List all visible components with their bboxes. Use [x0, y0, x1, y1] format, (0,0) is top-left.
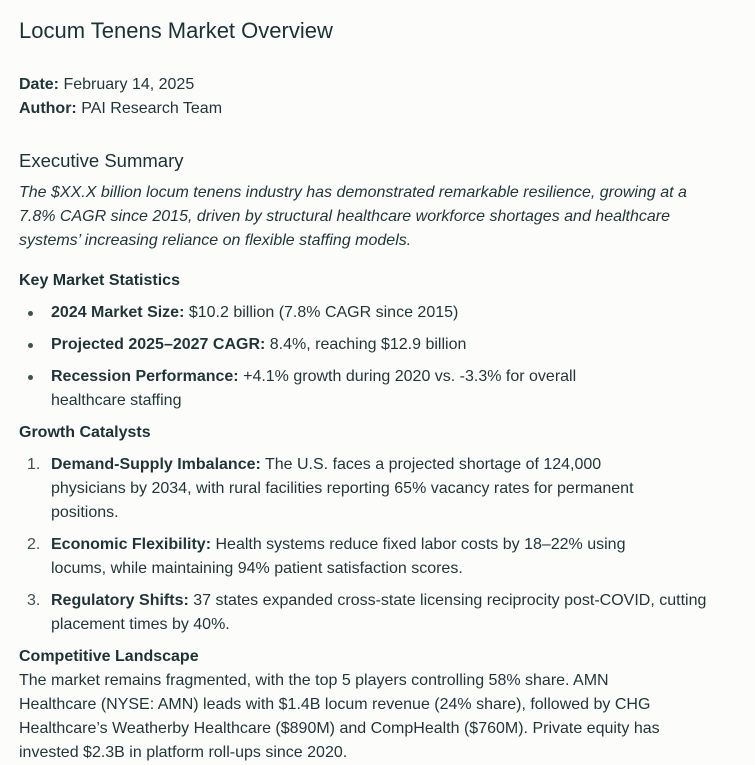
list-item	[19, 453, 641, 525]
stat-text: +4.1% growth during 2020 vs. -3.3% for overall healthcare staffing	[51, 368, 577, 409]
key-stats-list	[19, 301, 736, 413]
stat-label: 2024 Market Size:	[51, 304, 185, 321]
catalyst-label: Regulatory Shifts:	[51, 592, 189, 609]
catalyst-label: Demand-Supply Imbalance:	[51, 456, 261, 473]
catalyst-text: Health systems reduce fixed labor costs by 18–22% using locums, while maintaining 94% patient satisfaction scores.	[51, 536, 626, 577]
growth-catalysts-list	[19, 453, 736, 637]
date-value: February 14, 2025	[63, 76, 195, 93]
date-label: Date:	[19, 76, 60, 93]
executive-summary-text: The $XX.X billion locum tenens industry has demonstrated remarkable resilience, growing at a 7.8% CAGR since 2015, driven by structural healthcare workforce shortages and healthcare systems’ increasing reliance on flexible staffing models.	[19, 184, 687, 249]
catalyst-text: The U.S. faces a projected shortage of 124,000 physicians by 2034, with rural facilities reporting 65% vacancy rates for permanent positions.	[51, 456, 634, 521]
page-title: Locum Tenens Market Overview	[19, 18, 333, 43]
author-line	[19, 97, 736, 121]
document-meta	[19, 73, 736, 121]
date-line	[19, 73, 736, 97]
executive-summary-heading: Executive Summary	[19, 150, 184, 171]
stat-text: 8.4%, reaching $12.9 billion	[269, 336, 467, 353]
competitive-landscape-text: The market remains fragmented, with the top 5 players controlling 58% share. AMN Healthcare (NYSE: AMN) leads with $1.4B locum revenue (24% share), followed by CHG Healthcare’s Weatherby Healthcare ($890M) and CompHealth ($760M). Private equity has invested $2.3B in platform roll-ups since 2020.	[19, 672, 660, 761]
catalyst-label: Economic Flexibility:	[51, 536, 212, 553]
growth-catalysts-heading: Growth Catalysts	[19, 424, 151, 441]
key-stats-heading: Key Market Statistics	[19, 272, 180, 289]
stat-label: Projected 2025–2027 CAGR:	[51, 336, 266, 353]
list-item	[19, 533, 671, 581]
author-label: Author:	[19, 100, 77, 117]
item-number: 2.	[27, 536, 41, 553]
item-number: 1.	[27, 456, 41, 473]
list-item	[19, 365, 621, 413]
list-item	[19, 301, 671, 325]
item-number: 3.	[27, 592, 41, 609]
stat-text: $10.2 billion (7.8% CAGR since 2015)	[188, 304, 459, 321]
author-value: PAI Research Team	[81, 100, 223, 117]
list-item	[19, 333, 671, 357]
catalyst-text: 37 states expanded cross-state licensing reciprocity post-COVID, cutting placement times by 40%.	[51, 592, 707, 633]
stat-label: Recession Performance:	[51, 368, 239, 385]
competitive-landscape-heading: Competitive Landscape	[19, 648, 199, 665]
list-item	[19, 589, 711, 637]
